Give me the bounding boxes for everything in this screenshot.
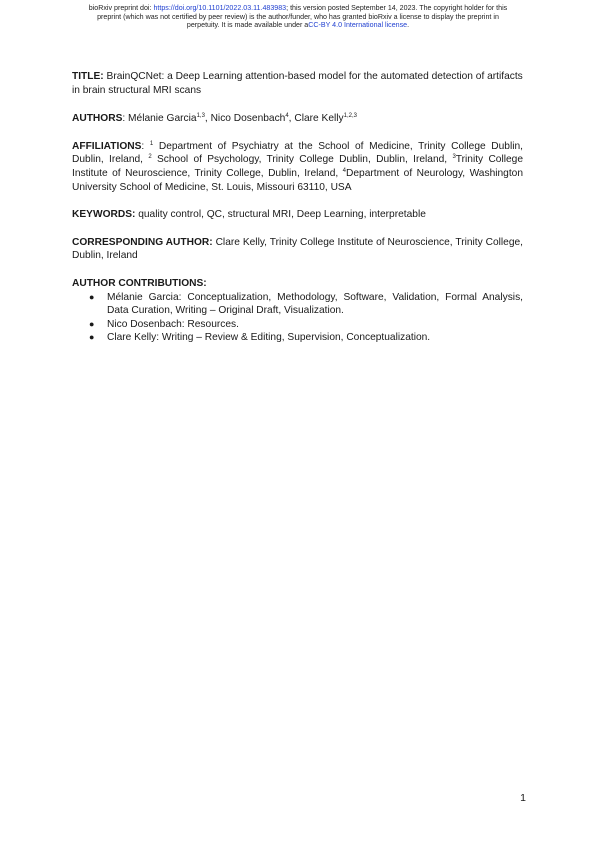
corresponding-author-text: Clare Kelly, Trinity College Institute of Neuroscience, Trinity College, Dublin, Ireland [72, 236, 523, 262]
license-suffix: . [407, 21, 410, 30]
author-contributions-heading: AUTHOR CONTRIBUTIONS: [72, 277, 207, 289]
author-contributions-section [72, 277, 523, 345]
author-affiliation-marker: 1,3 [196, 113, 205, 120]
contribution-list-item [72, 318, 523, 332]
author-separator: , [204, 113, 211, 125]
contribution-list-item [72, 291, 523, 318]
affiliation-marker: 3 [452, 154, 456, 161]
author-name: Clare Kelly [294, 113, 344, 125]
corresponding-author-label: CORRESPONDING AUTHOR: [72, 236, 213, 248]
affiliations-label: AFFILIATIONS [72, 140, 142, 152]
affiliation-text: Trinity College Institute of Neuroscience, Trinity College, Dublin, Ireland, [72, 154, 523, 179]
authors-section [72, 112, 523, 126]
bullet-icon: ● [89, 318, 95, 329]
author-affiliation-marker: 1,2,3 [343, 113, 357, 120]
preprint-notice-suffix: ; this version posted September 14, 2023. The copyright holder for this [286, 4, 508, 12]
preprint-notice-line-2: preprint (which was not certified by peer review) is the author/funder, who has granted bioRxiv a license to display the preprint in [97, 12, 499, 21]
author-separator: , [288, 113, 295, 125]
preprint-notice [40, 4, 556, 30]
contribution-text: Mélanie Garcia: Conceptualization, Methodology, Software, Validation, Formal Analysis, Data Curation, Writing – Original Draft, Visualization. [107, 291, 523, 317]
contribution-list-item [72, 331, 523, 345]
preprint-notice-line-3 [40, 21, 556, 30]
license-link[interactable]: CC-BY 4.0 International license [308, 21, 408, 30]
contribution-text: Clare Kelly: Writing – Review & Editing, Supervision, Conceptualization. [107, 332, 431, 344]
affiliation-text: Department of Psychiatry at the School of Medicine, Trinity College Dublin, Dublin, Ireland, [72, 140, 523, 166]
page-number: 1 [520, 792, 526, 804]
corresponding-author-section [72, 236, 523, 263]
contribution-text: Nico Dosenbach: Resources. [107, 318, 239, 330]
authors-label: AUTHORS [72, 113, 123, 125]
author-affiliation-marker: 4 [285, 113, 289, 120]
affiliation-marker: 4 [342, 167, 346, 174]
affiliation-text: School of Psychology, Trinity College Dublin, Dublin, Ireland, [151, 154, 453, 166]
author-name: Mélanie Garcia [128, 113, 197, 125]
affiliations-separator: : [141, 140, 150, 152]
keywords-text: quality control, QC, structural MRI, Deep Learning, interpretable [135, 209, 426, 221]
author-contributions-list [72, 291, 523, 345]
paper-title: BrainQCNet: a Deep Learning attention-based model for the automated detection of artifacts in brain structural MRI scans [72, 71, 523, 96]
authors-separator: : [122, 113, 129, 125]
bullet-icon: ● [89, 291, 95, 302]
doi-link[interactable]: https://doi.org/10.1101/2022.03.11.483983 [153, 4, 287, 12]
affiliation-marker: 1 [149, 140, 154, 147]
keywords-section [72, 208, 523, 222]
keywords-label: KEYWORDS: [72, 209, 136, 221]
bullet-icon: ● [89, 332, 95, 343]
license-prefix: perpetuity. It is made available under a [186, 21, 309, 30]
affiliation-marker: 2 [148, 154, 152, 161]
title-page-content [72, 70, 523, 345]
affiliations-section [72, 140, 523, 194]
author-name: Nico Dosenbach [210, 113, 286, 125]
affiliation-text: Department of Neurology, Washington University School of Medicine, St. Louis, Missouri 63110, USA [72, 167, 523, 193]
title-section [72, 70, 523, 97]
title-label: TITLE: [72, 71, 104, 82]
preprint-notice-prefix: bioRxiv preprint doi: [88, 4, 154, 12]
preprint-notice-line-1 [40, 4, 556, 13]
